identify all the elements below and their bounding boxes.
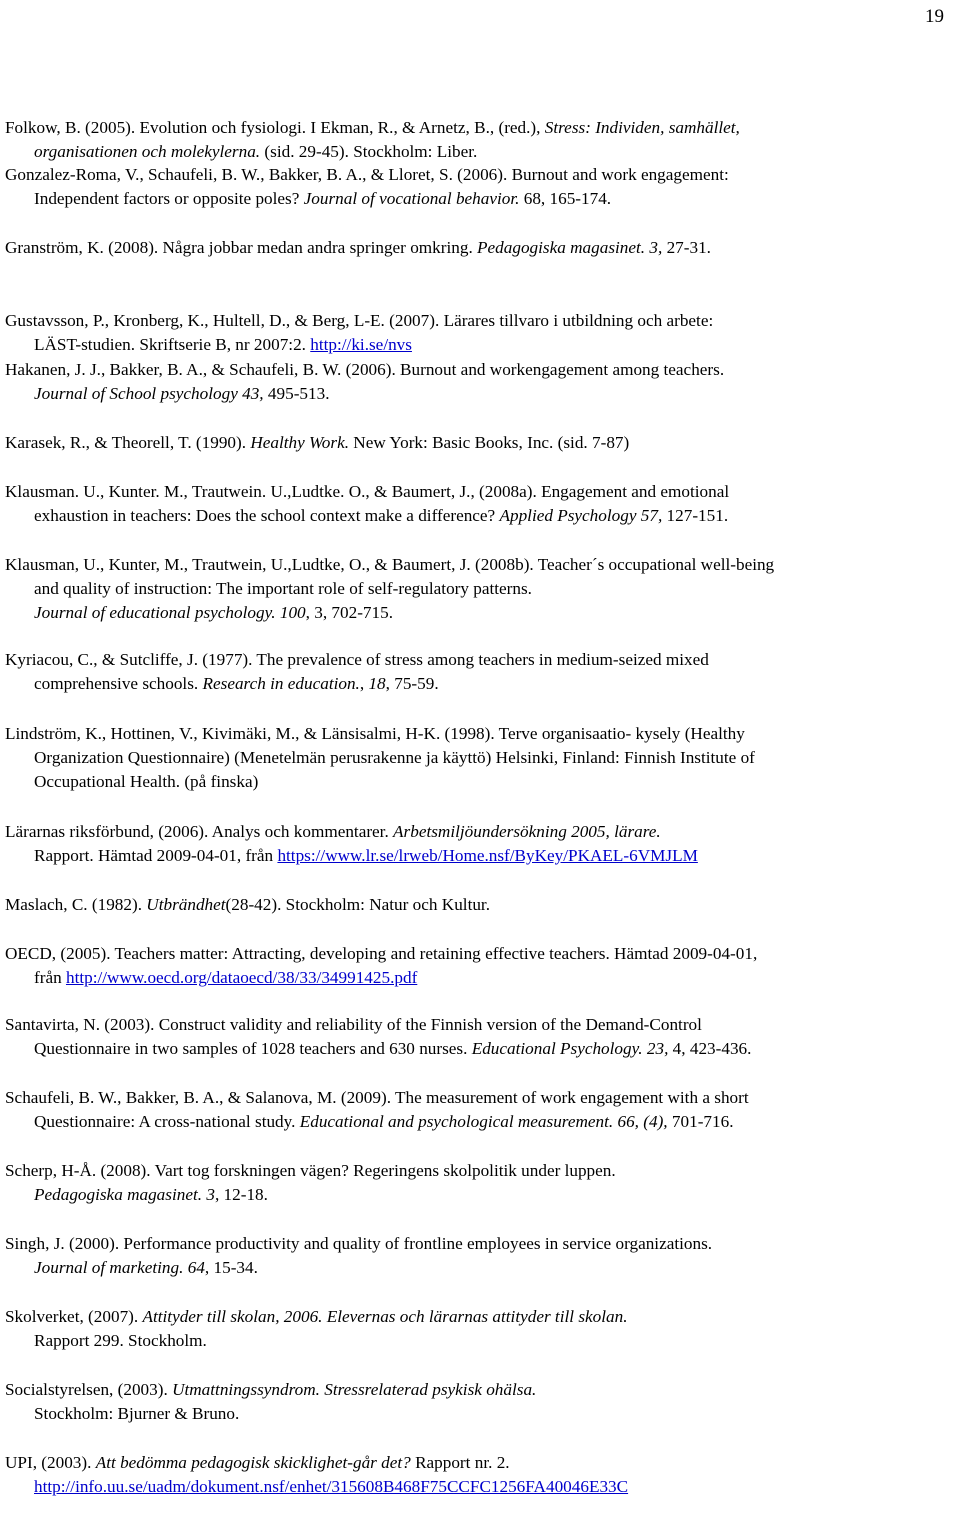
reference-text: Gustavsson, P., Kronberg, K., Hultell, D., & Berg, L-E. (2007). Lärares tillvaro i utbildning och arbete:: [5, 311, 714, 330]
reference-text: Karasek, R., & Theorell, T. (1990).: [5, 433, 251, 452]
italic-title: organisationen och molekylerna.: [34, 142, 261, 161]
reference-line: [5, 893, 950, 917]
reference-text: 127-151.: [662, 506, 729, 525]
reference-line: [5, 358, 950, 382]
reference-text: Independent factors or opposite poles?: [34, 189, 304, 208]
reference-text: Questionnaire: A cross-national study.: [34, 1112, 300, 1131]
reference-link[interactable]: http://info.uu.se/uadm/dokument.nsf/enhet/315608B468F75CCFC1256FA40046E33C: [34, 1477, 629, 1496]
reference-text: Rapport nr. 2.: [410, 1453, 510, 1472]
reference-line: [5, 187, 950, 211]
reference-link[interactable]: http://www.oecd.org/dataoecd/38/33/34991425.pdf: [65, 968, 418, 987]
reference-text: (28-42). Stockholm: Natur och Kultur.: [225, 895, 491, 914]
reference-line: [5, 1475, 950, 1499]
reference-text: Questionnaire in two samples of 1028 teachers and 630 nurses.: [34, 1039, 472, 1058]
reference-text: Maslach, C. (1982).: [5, 895, 147, 914]
reference-entry: [5, 1451, 950, 1499]
reference-text: , 12-18.: [214, 1185, 268, 1204]
reference-line: [5, 504, 950, 528]
italic-title: Applied Psychology 57,: [499, 506, 663, 525]
reference-line: [5, 1402, 950, 1426]
reference-text: Klausman. U., Kunter. M., Trautwein. U.,Ludtke. O., & Baumert, J., (2008a). Engagement and emotional: [5, 482, 730, 501]
italic-title: Educational Psychology. 23,: [471, 1039, 669, 1058]
italic-title: Utbrändhet: [146, 895, 226, 914]
reference-text: UPI, (2003).: [5, 1453, 96, 1472]
reference-line: [5, 1451, 950, 1475]
reference-link[interactable]: https://www.lr.se/lrweb/Home.nsf/ByKey/PKAEL-6VMJLM: [277, 846, 698, 865]
reference-text: LÄST-studien. Skriftserie B, nr 2007:2.: [34, 335, 311, 354]
reference-line: [5, 1378, 950, 1402]
reference-text: 495-513.: [263, 384, 330, 403]
italic-title: Journal of marketing.: [34, 1258, 184, 1277]
italic-title: 3: [206, 1185, 215, 1204]
reference-line: [5, 966, 950, 990]
reference-line: [5, 648, 950, 672]
italic-title: Pedagogiska magasinet.: [34, 1185, 203, 1204]
reference-line: [5, 672, 950, 696]
reference-text: Hakanen, J. J., Bakker, B. A., & Schaufeli, B. W. (2006). Burnout and workengagement among teachers.: [5, 360, 725, 379]
reference-text: Skolverket, (2007).: [5, 1307, 143, 1326]
reference-text: Schaufeli, B. W., Bakker, B. A., & Salanova, M. (2009). The measurement of work engagement with a short: [5, 1088, 749, 1107]
reference-line: [5, 746, 950, 770]
reference-line: [5, 844, 950, 868]
reference-entry: [5, 431, 950, 455]
reference-text: exhaustion in teachers: Does the school context make a difference?: [34, 506, 500, 525]
reference-text: Folkow, B. (2005). Evolution och fysiologi. I Ekman, R., & Arnetz, B., (red.),: [5, 118, 545, 137]
reference-line: [5, 163, 950, 187]
reference-entry: [5, 1305, 950, 1353]
reference-line: [5, 1329, 950, 1353]
reference-text: Rapport 299. Stockholm.: [34, 1331, 207, 1350]
reference-line: [5, 722, 950, 746]
reference-text: Klausman, U., Kunter, M., Trautwein, U.,Ludtke, O., & Baumert, J. (2008b). Teacher´s occupational well-being: [5, 555, 775, 574]
italic-title: 18: [368, 674, 386, 693]
italic-title: Arbetsmiljöundersökning 2005, lärare.: [393, 822, 661, 841]
italic-title: Utmattningssyndrom. Stressrelaterad psykisk ohälsa.: [172, 1380, 537, 1399]
reference-text: and quality of instruction: The important role of self-regulatory patterns.: [34, 579, 532, 598]
reference-line: [5, 1256, 950, 1280]
reference-text: 27-31.: [662, 238, 711, 257]
reference-entry: [5, 942, 950, 990]
reference-text: Organization Questionnaire) (Menetelmän perusrakenne ja käyttö) Helsinki, Finland: Finnish Institute of: [34, 748, 755, 767]
reference-text: Stockholm: Bjurner & Bruno.: [34, 1404, 240, 1423]
reference-line: [5, 770, 950, 794]
reference-line: [5, 140, 950, 164]
reference-entry: [5, 553, 950, 625]
reference-text: Rapport. Hämtad 2009-04-01, från: [34, 846, 278, 865]
reference-line: [5, 942, 950, 966]
italic-title: Stress: Individen, samhället,: [544, 118, 740, 137]
reference-entry: [5, 1013, 950, 1061]
reference-entry: [5, 480, 950, 528]
reference-entry: [5, 358, 950, 406]
reference-entry: [5, 820, 950, 868]
reference-text: Kyriacou, C., & Sutcliffe, J. (1977). The prevalence of stress among teachers in medium-seized mixed: [5, 650, 709, 669]
reference-entry: [5, 648, 950, 696]
reference-line: [5, 577, 950, 601]
reference-text: 4, 423-436.: [668, 1039, 752, 1058]
reference-line: [5, 1037, 950, 1061]
reference-text: Socialstyrelsen, (2003).: [5, 1380, 173, 1399]
reference-link[interactable]: http://ki.se/nvs: [310, 335, 412, 354]
reference-text: Singh, J. (2000). Performance productivity and quality of frontline employees in service organizations.: [5, 1234, 713, 1253]
reference-text: Granström, K. (2008). Några jobbar medan andra springer omkring.: [5, 238, 478, 257]
reference-text: från: [34, 968, 66, 987]
italic-title: 100: [279, 603, 306, 622]
reference-text: , 15-34.: [204, 1258, 258, 1277]
reference-line: [5, 820, 950, 844]
italic-title: Pedagogiska magasinet. 3,: [477, 238, 663, 257]
reference-line: [5, 236, 950, 260]
reference-text: Santavirta, N. (2003). Construct validity and reliability of the Finnish version of the Demand-Control: [5, 1015, 702, 1034]
reference-line: [5, 1086, 950, 1110]
reference-line: [5, 431, 950, 455]
reference-line: [5, 1183, 950, 1207]
reference-line: [5, 1110, 950, 1134]
reference-line: [5, 480, 950, 504]
reference-text: OECD, (2005). Teachers matter: Attracting, developing and retaining effective teachers. Hämtad 2009-04-01,: [5, 944, 758, 963]
reference-text: (sid. 29-45). Stockholm: Liber.: [260, 142, 478, 161]
italic-title: 64: [187, 1258, 205, 1277]
reference-entry: [5, 893, 950, 917]
reference-line: [5, 1159, 950, 1183]
reference-line: [5, 382, 950, 406]
italic-title: Educational and psychological measurement. 66, (4),: [299, 1112, 668, 1131]
reference-entry: [5, 309, 950, 357]
reference-text: , 3, 702-715.: [305, 603, 393, 622]
reference-text: ,: [359, 674, 369, 693]
reference-line: [5, 1305, 950, 1329]
italic-title: Research in education.: [202, 674, 360, 693]
italic-title: Attityder till skolan, 2006. Elevernas och lärarnas attityder till skolan.: [142, 1307, 628, 1326]
reference-entry: [5, 1232, 950, 1280]
reference-entry: [5, 1378, 950, 1426]
italic-title: Journal of vocational behavior.: [303, 189, 520, 208]
reference-text: , 75-59.: [385, 674, 439, 693]
reference-text: Occupational Health. (på finska): [34, 772, 259, 791]
reference-line: [5, 309, 950, 333]
reference-text: New York: Basic Books, Inc. (sid. 7-87): [349, 433, 630, 452]
reference-text: 701-716.: [667, 1112, 734, 1131]
reference-line: [5, 601, 950, 625]
reference-text: 68, 165-174.: [519, 189, 612, 208]
reference-text: Lärarnas riksförbund, (2006). Analys och kommentarer.: [5, 822, 394, 841]
reference-entry: [5, 163, 950, 211]
reference-line: [5, 333, 950, 357]
reference-text: Scherp, H-Å. (2008). Vart tog forskningen vägen? Regeringens skolpolitik under luppen.: [5, 1161, 616, 1180]
reference-line: [5, 116, 950, 140]
italic-title: Journal of educational psychology.: [34, 603, 276, 622]
reference-line: [5, 553, 950, 577]
reference-entry: [5, 1086, 950, 1134]
reference-text: Lindström, K., Hottinen, V., Kivimäki, M., & Länsisalmi, H-K. (1998). Terve organisaatio- kysely (Healthy: [5, 724, 745, 743]
italic-title: Att bedömma pedagogisk skicklighet-går det?: [95, 1453, 411, 1472]
italic-title: Healthy Work.: [250, 433, 349, 452]
reference-entry: [5, 1159, 950, 1207]
reference-entry: [5, 116, 950, 164]
page-number: 19: [925, 6, 944, 27]
reference-text: Gonzalez-Roma, V., Schaufeli, B. W., Bakker, B. A., & Lloret, S. (2006). Burnout and work engagement:: [5, 165, 729, 184]
reference-entry: [5, 722, 950, 794]
reference-entry: [5, 236, 950, 260]
italic-title: Journal of School psychology 43,: [34, 384, 264, 403]
reference-text: comprehensive schools.: [34, 674, 203, 693]
reference-line: [5, 1013, 950, 1037]
reference-line: [5, 1232, 950, 1256]
